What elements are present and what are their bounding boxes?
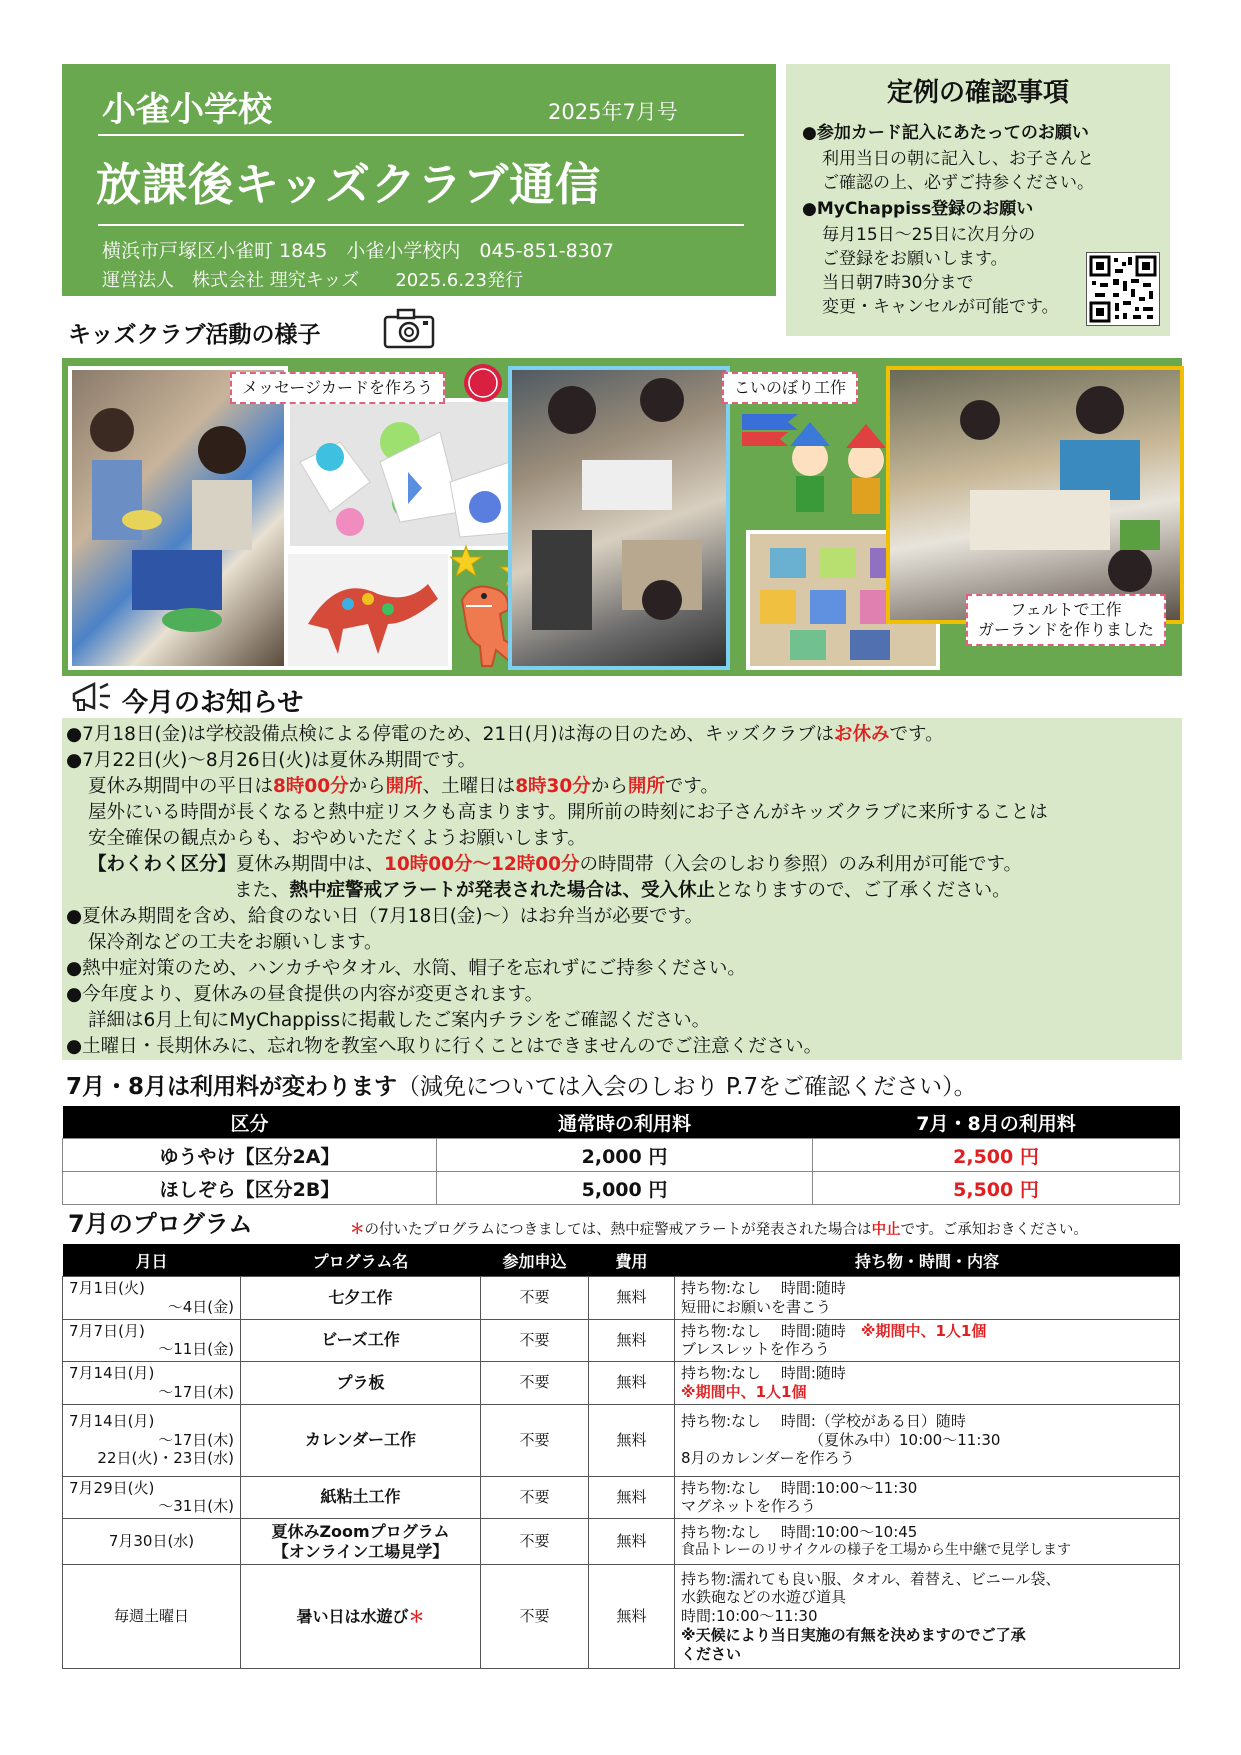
photo-caption: こいのぼり工作 <box>722 372 858 404</box>
notice-heading: 今月のお知らせ <box>122 688 304 718</box>
fee-cell: 無料 <box>589 1565 675 1669</box>
detail-cell: 持ち物:なし 時間:随時 ※期間中、1人1個 ブレスレットを作ろう <box>675 1319 1180 1362</box>
activity-heading: キッズクラブ活動の様子 <box>68 322 321 348</box>
notice-line: 屋外にいる時間が長くなると熱中症リスクも高まります。開所前の時刻にお子さんがキッズクラブに来所することは <box>88 802 1048 823</box>
reminder-text: 毎月15日～25日に次月分の <box>822 225 1036 245</box>
notice-line: 安全確保の観点からも、おやめいただくようお願いします。 <box>88 828 587 849</box>
program-name: カレンダー工作 <box>241 1404 481 1476</box>
notice-line: 保冷剤などの工夫をお願いします。 <box>88 932 383 953</box>
table-row <box>63 1565 1180 1669</box>
photo-caption: メッセージカードを作ろう <box>230 372 445 404</box>
fee-cell: 無料 <box>589 1519 675 1565</box>
apply-cell: 不要 <box>481 1319 589 1362</box>
table-row <box>63 1362 1180 1405</box>
apply-cell: 不要 <box>481 1404 589 1476</box>
publisher: 運営法人 株式会社 理究キッズ 2025.6.23発行 <box>102 270 523 291</box>
notice-line: ●今年度より、夏休みの昼食提供の内容が変更されます。 <box>66 984 544 1005</box>
program-table <box>62 1244 1180 1669</box>
reminder-text: 利用当日の朝に記入し、お子さんと <box>822 149 1094 169</box>
newsletter-header <box>62 64 776 296</box>
apply-cell: 不要 <box>481 1476 589 1519</box>
fee-heading: 7月・8月は利用料が変わります（減免については入会のしおり P.7をご確認ください）。 <box>66 1074 977 1100</box>
table-row <box>63 1277 1180 1320</box>
fee-summer: 5,500 円 <box>813 1172 1180 1205</box>
activity-photo-panel <box>62 358 1182 676</box>
notice-line: ●7月18日(金)は学校設備点検による停電のため、21日(月)は海の日のため、キッズクラブはお休みです。 <box>66 724 944 745</box>
apply-cell: 不要 <box>481 1565 589 1669</box>
notice-line: ●夏休み期間を含め、給食のない日（7月18日(金)～）はお弁当が必要です。 <box>66 906 704 927</box>
caption-line: フェルトで工作 <box>1010 600 1122 619</box>
notice-box <box>62 718 1182 1060</box>
program-name: 紙粘土工作 <box>241 1476 481 1519</box>
table-row <box>63 1519 1180 1565</box>
column-header: 月日 <box>63 1244 241 1277</box>
date-cell: 7月30日(水) <box>63 1519 241 1565</box>
date-cell: 7月14日(月) ～17日(木) <box>63 1362 241 1405</box>
date-cell: 毎週土曜日 <box>63 1565 241 1669</box>
column-header: 費用 <box>589 1244 675 1277</box>
address: 横浜市戸塚区小雀町 1845 小雀小学校内 045-851-8307 <box>102 240 614 262</box>
table-row <box>63 1172 1180 1205</box>
reminder-text: ご確認の上、必ずご持参ください。 <box>822 173 1094 193</box>
table-header-row <box>63 1244 1180 1277</box>
dinosaur-craft-photo <box>284 550 452 670</box>
program-name: 七夕工作 <box>241 1277 481 1320</box>
table-row <box>63 1319 1180 1362</box>
fee-category: ほしぞら【区分2B】 <box>63 1172 437 1205</box>
column-header: 7月・8月の利用料 <box>813 1106 1180 1139</box>
detail-cell: 持ち物:なし 時間:随時 短冊にお願いを書こう <box>675 1277 1180 1320</box>
issue-label: 2025年7月号 <box>548 100 678 124</box>
fee-cell: 無料 <box>589 1404 675 1476</box>
fee-cell: 無料 <box>589 1476 675 1519</box>
program-heading: 7月のプログラム <box>68 1210 253 1238</box>
column-header: プログラム名 <box>241 1244 481 1277</box>
activity-photo <box>886 366 1184 624</box>
detail-cell: 持ち物:濡れても良い服、タオル、着替え、ビニール袋、 水鉄砲などの水遊び道具 時間:10:00～11:30 ※天候により当日実施の有無を決めますのでご了承 ください <box>675 1565 1180 1669</box>
reminder-text: 変更・キャンセルが可能です。 <box>822 297 1059 317</box>
fee-normal: 5,000 円 <box>437 1172 813 1205</box>
fee-table <box>62 1106 1180 1205</box>
detail-cell: 持ち物:なし 時間:（学校がある日）随時 （夏休み中）10:00～11:30 8月のカレンダーを作ろう <box>675 1404 1180 1476</box>
camera-icon <box>382 306 436 354</box>
fee-cell: 無料 <box>589 1277 675 1320</box>
date-cell: 7月14日(月) ～17日(木) 22日(火)・23日(水) <box>63 1404 241 1476</box>
apply-cell: 不要 <box>481 1277 589 1320</box>
reminder-heading: ●参加カード記入にあたってのお願い <box>802 123 1089 143</box>
detail-cell: 持ち物:なし 時間:10:00～10:45 食品トレーのリサイクルの様子を工場から生中継で見学します <box>675 1519 1180 1565</box>
detail-cell: 持ち物:なし 時間:随時 ※期間中、1人1個 <box>675 1362 1180 1405</box>
column-header: 区分 <box>63 1106 437 1139</box>
reminder-text: ご登録をお願いします。 <box>822 249 1008 269</box>
school-name: 小雀小学校 <box>102 90 272 130</box>
apply-cell: 不要 <box>481 1362 589 1405</box>
program-name: 夏休みZoomプログラム 【オンライン工場見学】 <box>241 1519 481 1565</box>
header-divider <box>98 224 744 226</box>
notice-line: 【わくわく区分】夏休み期間中は、10時00分～12時00分の時間帯（入会のしおり参照）のみ利用が可能です。 <box>88 854 1023 875</box>
notice-line: また、熱中症警戒アラートが発表された場合は、受入休止となりますので、ご了承ください。 <box>234 880 1011 901</box>
activity-photo <box>508 366 730 670</box>
table-row <box>63 1476 1180 1519</box>
reminders-title: 定例の確認事項 <box>886 78 1069 108</box>
program-name: プラ板 <box>241 1362 481 1405</box>
table-row <box>63 1404 1180 1476</box>
reminder-text: 当日朝7時30分まで <box>822 273 974 293</box>
reminder-heading: ●MyChappiss登録のお願い <box>802 199 1034 219</box>
fee-normal: 2,000 円 <box>437 1139 813 1172</box>
date-cell: 7月7日(月) ～11日(金) <box>63 1319 241 1362</box>
message-card-photo <box>286 398 530 550</box>
notice-line: ●土曜日・長期休みに、忘れ物を教室へ取りに行くことはできませんのでご注意ください。 <box>66 1036 823 1057</box>
program-name: 暑い日は水遊び＊ <box>241 1565 481 1669</box>
table-row <box>63 1139 1180 1172</box>
qr-code[interactable] <box>1086 252 1160 326</box>
megaphone-icon <box>70 680 114 718</box>
fee-cell: 無料 <box>589 1319 675 1362</box>
table-header-row <box>63 1106 1180 1139</box>
program-note: ＊の付いたプログラムにつきましては、熱中症警戒アラートが発表された場合は中止です。ご承知おきください。 <box>350 1222 1088 1238</box>
detail-cell: 持ち物:なし 時間:10:00～11:30 マグネットを作ろう <box>675 1476 1180 1519</box>
card-sticker-icon <box>462 362 504 408</box>
program-name: ビーズ工作 <box>241 1319 481 1362</box>
column-header: 参加申込 <box>481 1244 589 1277</box>
photo-caption <box>966 594 1166 646</box>
activity-photo <box>68 366 288 670</box>
column-header: 持ち物・時間・内容 <box>675 1244 1180 1277</box>
fee-category: ゆうやけ【区分2A】 <box>63 1139 437 1172</box>
date-cell: 7月1日(火) ～4日(金) <box>63 1277 241 1320</box>
date-cell: 7月29日(火) ～31日(木) <box>63 1476 241 1519</box>
header-divider <box>98 134 744 136</box>
fee-summer: 2,500 円 <box>813 1139 1180 1172</box>
column-header: 通常時の利用料 <box>437 1106 813 1139</box>
notice-line: 詳細は6月上旬にMyChappissに掲載したご案内チラシをご確認ください。 <box>88 1010 711 1031</box>
newsletter-title: 放課後キッズクラブ通信 <box>96 158 602 211</box>
notice-line: 夏休み期間中の平日は8時00分から開所、土曜日は8時30分から開所です。 <box>88 776 719 797</box>
caption-line: ガーランドを作りました <box>978 620 1155 639</box>
notice-line: ●熱中症対策のため、ハンカチやタオル、水筒、帽子を忘れずにご持参ください。 <box>66 958 746 979</box>
fee-cell: 無料 <box>589 1362 675 1405</box>
notice-line: ●7月22日(火)～8月26日(火)は夏休み期間です。 <box>66 750 477 771</box>
apply-cell: 不要 <box>481 1519 589 1565</box>
